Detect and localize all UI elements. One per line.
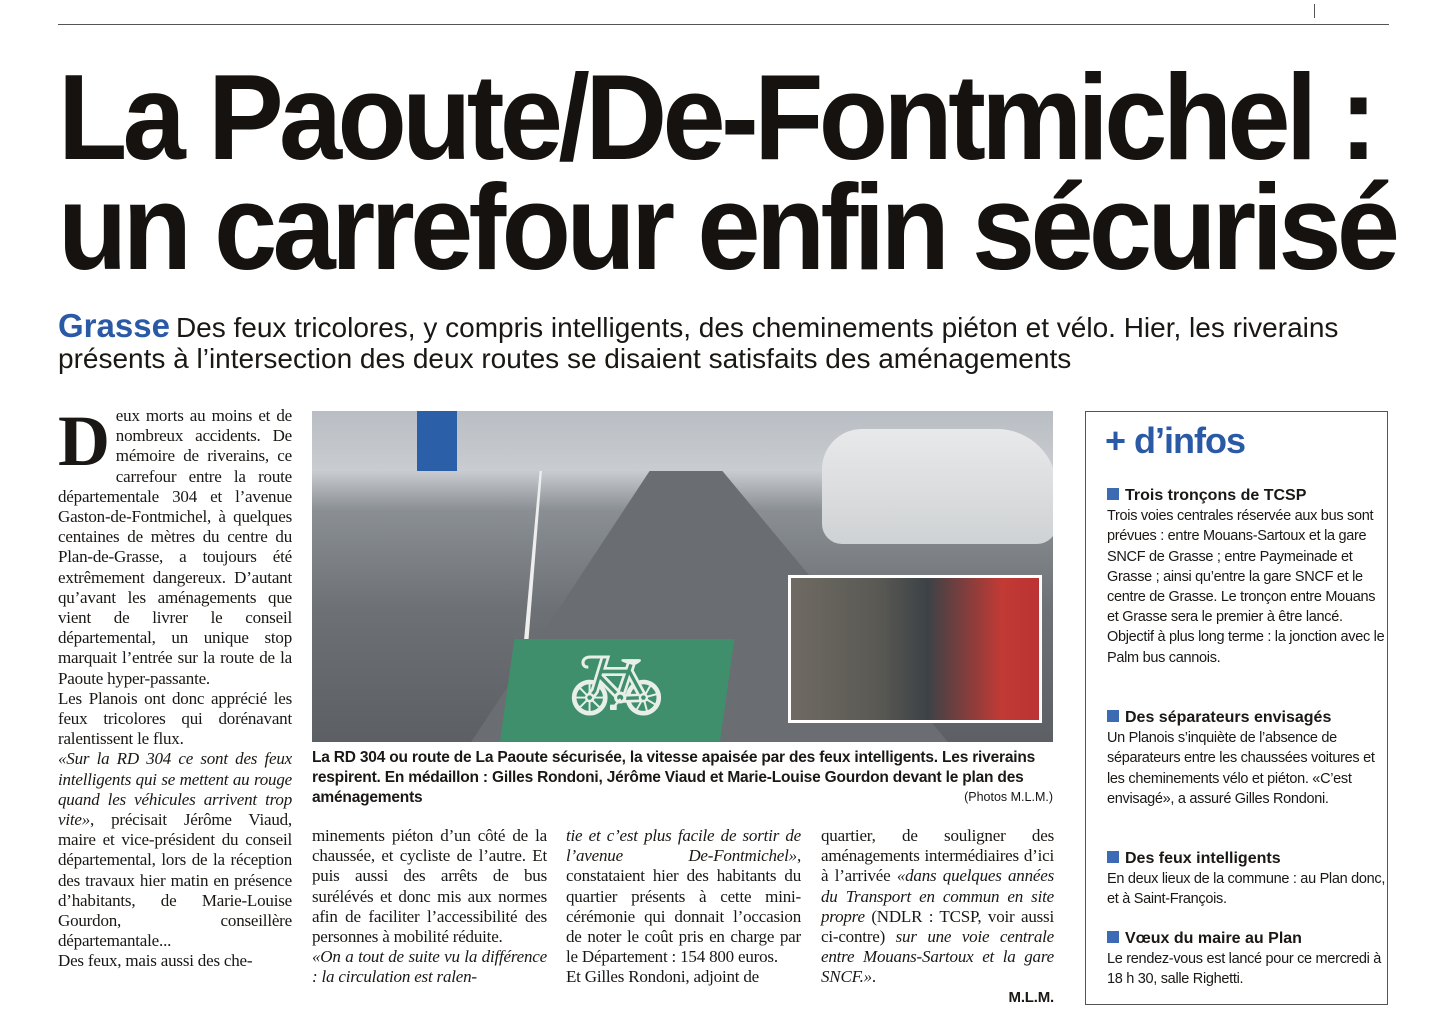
info-text: En deux lieux de la commune : au Plan donc, et à Saint-François. (1107, 871, 1386, 908)
article-column-1 (58, 401, 292, 972)
deck (58, 307, 1398, 374)
article-column-2 (312, 826, 547, 988)
headline-line-1: La Paoute/De-Fontmichel : (58, 49, 1373, 185)
paragraph: Les Planois ont donc apprécié les feux tricolores qui dorénavant ralentissent le flux. (58, 688, 292, 749)
paragraph: minements piéton d’un côté de la chaussée, et cycliste de l’autre. Et puis aussi des arrêts de bus surélévés et donc mis aux normes afin de faciliter l’accessibilité des personnes à mobilité réduite. (312, 826, 547, 947)
top-tick (1314, 4, 1315, 18)
square-bullet-icon (1107, 488, 1119, 500)
article-column-4 (821, 826, 1054, 1008)
info-item (1107, 486, 1387, 668)
medallion-photo (788, 575, 1042, 723)
info-item (1107, 708, 1387, 809)
paragraph: Des feux, mais aussi des che- (58, 951, 253, 971)
square-bullet-icon (1107, 851, 1119, 863)
info-heading: Des feux intelligents (1125, 850, 1281, 867)
photo-credit: (Photos M.L.M.) (964, 790, 1053, 804)
drop-cap: D (58, 401, 110, 481)
paragraph: , précisait Jérôme Viaud, maire et vice-président du conseil départemental, lors de la réception des travaux hier matin en présence d’habitants, de Marie-Louise Gourdon, conseillère départemantale... (58, 810, 292, 951)
quote: tie et c’est plus facile de sortir de l’avenue De-Fontmichel» (566, 826, 801, 866)
suv-car (822, 429, 1053, 544)
square-bullet-icon (1107, 710, 1119, 722)
quote: «Sur la RD 304 ce sont des feux intelligents qui se mettent au rouge quand les véhicules arrivent trop vite» (58, 749, 292, 830)
info-heading: Vœux du maire au Plan (1125, 930, 1302, 947)
paragraph: eux morts au moins et de nombreux accidents. De mémoire de riverains, ce carrefour entre la route départementale 304 et l’avenue Gaston-de-Fontmichel, à quelques centaines de mètres du centre du Plan-de-Grasse, a toujours été extrêmement dangereux. D’autant qu’avant les aménagements que vient de livrer le conseil départemental, un unique stop marquait l’entrée sur la route de la Paoute hyper-passante. (58, 406, 292, 688)
headline (58, 49, 1396, 295)
main-photo (312, 411, 1053, 742)
info-item (1107, 849, 1387, 910)
quote: «On a tout de suite vu la différence : la circulation est ralen- (312, 947, 547, 987)
location-label: Grasse (58, 307, 170, 344)
quote: «dans quelques années du Transport en commun en site propre (821, 866, 1054, 926)
quote: sur une voie centrale entre Mouans-Sartoux et la gare SNCF.» (821, 927, 1054, 987)
photo-caption: La RD 304 ou route de La Paoute sécurisée, la vitesse apaisée par des feux intelligents. Les riverains respirent. En médaillon : Gilles Rondoni, Jérôme Viaud et Marie-Louise Gourdon devant le plan des aménagements (312, 749, 1036, 806)
paragraph: , constataient hier des habitants du quartier présents à cette mini-cérémonie qui donnait l’occasion de noter le coût pris en charge par le Département : 154 800 euros. (566, 846, 801, 967)
info-text: Le rendez-vous est lancé pour ce mercredi à 18 h 30, salle Righetti. (1107, 951, 1382, 988)
square-bullet-icon (1107, 931, 1119, 943)
bicycle-icon: 🚲︎ (567, 641, 667, 731)
signature: M.L.M. (1008, 988, 1054, 1006)
banner-sign (417, 411, 457, 471)
headline-line-2: un carrefour enfin sécurisé (58, 159, 1396, 295)
info-text: Trois voies centrales réservée aux bus sont prévues : entre Mouans-Sartoux et la gare SNCF de Grasse ; entre Paymeinade et Grasse ; ainsi qu’entre la gare SNCF et le centre de Grasse. Le tronçon entre Mouans et Grasse sera le premier à être lancé. Objectif à plus long terme : la jonction avec le Palm bus cannois. (1107, 508, 1385, 666)
info-text: Un Planois s’inquiète de l’absence de séparateurs entre les chaussées voitures et les cheminements vélo et piéton. «C’est envisagé», a assuré Gilles Rondoni. (1107, 730, 1375, 807)
info-heading: Des séparateurs envisagés (1125, 709, 1332, 726)
paragraph: . (871, 967, 876, 987)
info-heading: Trois tronçons de TCSP (1125, 487, 1307, 504)
sidebar-title: + d’infos (1105, 420, 1246, 461)
paragraph: (NDLR : TCSP, voir aussi ci-contre) (821, 906, 1054, 947)
paragraph: quartier, de souligner des aménagements intermédiaires d’ici à l’arrivée (821, 826, 1054, 886)
paragraph: Et Gilles Rondoni, adjoint de (566, 967, 759, 987)
deck-text: Des feux tricolores, y compris intelligents, des cheminements piéton et vélo. Hier, les riverains présents à l’intersection des deux routes se disaient satisfaits des aménagements (58, 312, 1339, 374)
info-item (1107, 929, 1387, 990)
article-column-3 (566, 826, 801, 988)
top-rule (58, 24, 1389, 25)
